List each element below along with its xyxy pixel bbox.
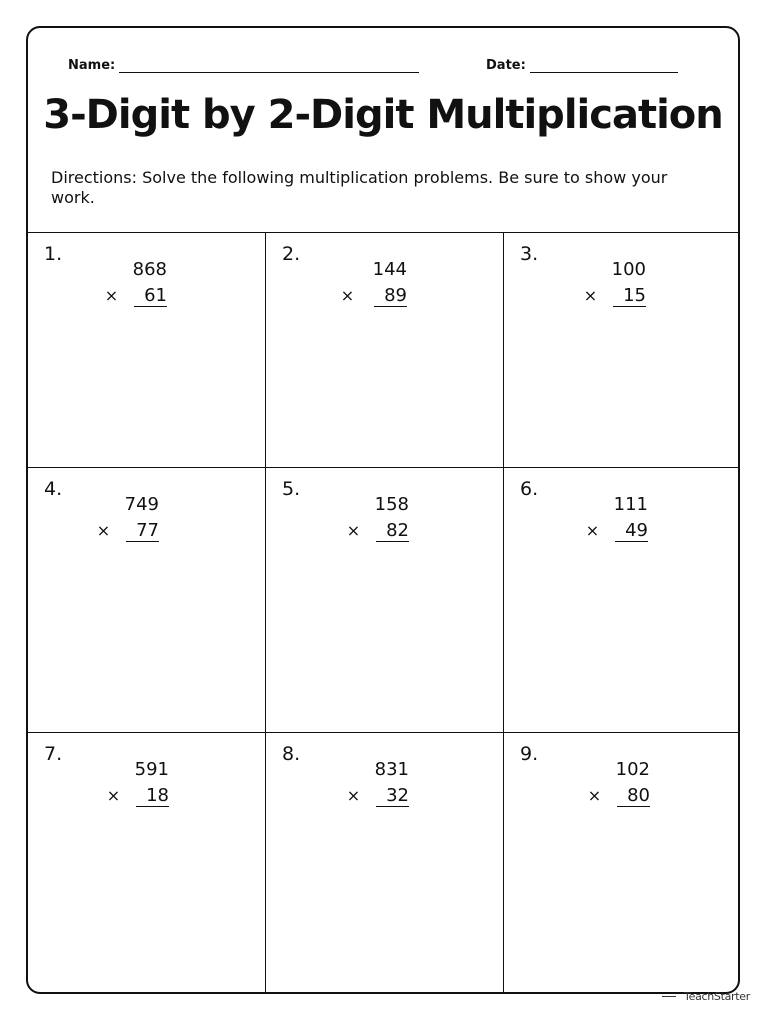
problem-cell (266, 233, 503, 467)
problem (584, 257, 646, 309)
problem-cell (28, 733, 265, 994)
problem (105, 257, 167, 309)
problem (588, 757, 650, 809)
page-title: 3-Digit by 2-Digit Multiplication (43, 92, 723, 138)
multiplier: 80 (617, 786, 650, 807)
name-label: Name: (68, 58, 116, 73)
brand-divider (662, 996, 676, 997)
multiplicand: 749 (124, 494, 159, 515)
multiply-sign: × (340, 286, 355, 305)
name-blank-line (119, 58, 419, 73)
problem-cell (28, 233, 265, 467)
worksheet (26, 26, 740, 994)
problem-cell (504, 233, 738, 467)
brand-logo: TeachStarter (684, 990, 750, 1003)
multiply-sign: × (583, 286, 598, 305)
problem (347, 757, 409, 809)
multiply-sign: × (106, 786, 121, 805)
multiplicand: 868 (132, 259, 167, 280)
multiplier: 49 (615, 521, 648, 542)
multiplier: 15 (613, 286, 646, 307)
directions-text: Directions: Solve the following multiplication problems. Be sure to show your work. (51, 168, 668, 207)
multiply-sign: × (346, 521, 361, 540)
multiplier: 89 (374, 286, 407, 307)
problem-number: 5. (282, 478, 301, 500)
problem-number: 2. (282, 243, 301, 265)
multiplicand: 158 (374, 494, 409, 515)
problem-cell (504, 733, 738, 994)
date-blank-line (530, 58, 678, 73)
multiply-sign: × (587, 786, 602, 805)
multiplicand: 102 (615, 759, 650, 780)
multiplicand: 100 (611, 259, 646, 280)
multiplier: 82 (376, 521, 409, 542)
problem-cell (504, 468, 738, 732)
multiplier: 61 (134, 286, 167, 307)
problem-grid (28, 232, 738, 994)
multiplicand: 144 (372, 259, 407, 280)
problem-cell (28, 468, 265, 732)
problem-number: 6. (520, 478, 539, 500)
date-label: Date: (486, 58, 526, 73)
problem-number: 4. (44, 478, 63, 500)
multiply-sign: × (585, 521, 600, 540)
problem-number: 7. (44, 743, 63, 765)
date-field (486, 58, 678, 73)
name-field (68, 58, 419, 73)
multiplier: 32 (376, 786, 409, 807)
problem (347, 492, 409, 544)
multiplier: 77 (126, 521, 159, 542)
problem-number: 9. (520, 743, 539, 765)
multiply-sign: × (104, 286, 119, 305)
problem (586, 492, 648, 544)
multiply-sign: × (346, 786, 361, 805)
problem (341, 257, 407, 309)
multiplicand: 591 (134, 759, 169, 780)
problem (97, 492, 159, 544)
problem-number: 1. (44, 243, 63, 265)
problem-number: 3. (520, 243, 539, 265)
problem-number: 8. (282, 743, 301, 765)
multiplicand: 831 (374, 759, 409, 780)
problem (107, 757, 169, 809)
multiply-sign: × (96, 521, 111, 540)
problem-cell (266, 733, 503, 994)
multiplier: 18 (136, 786, 169, 807)
multiplicand: 111 (613, 494, 648, 515)
problem-cell (266, 468, 503, 732)
